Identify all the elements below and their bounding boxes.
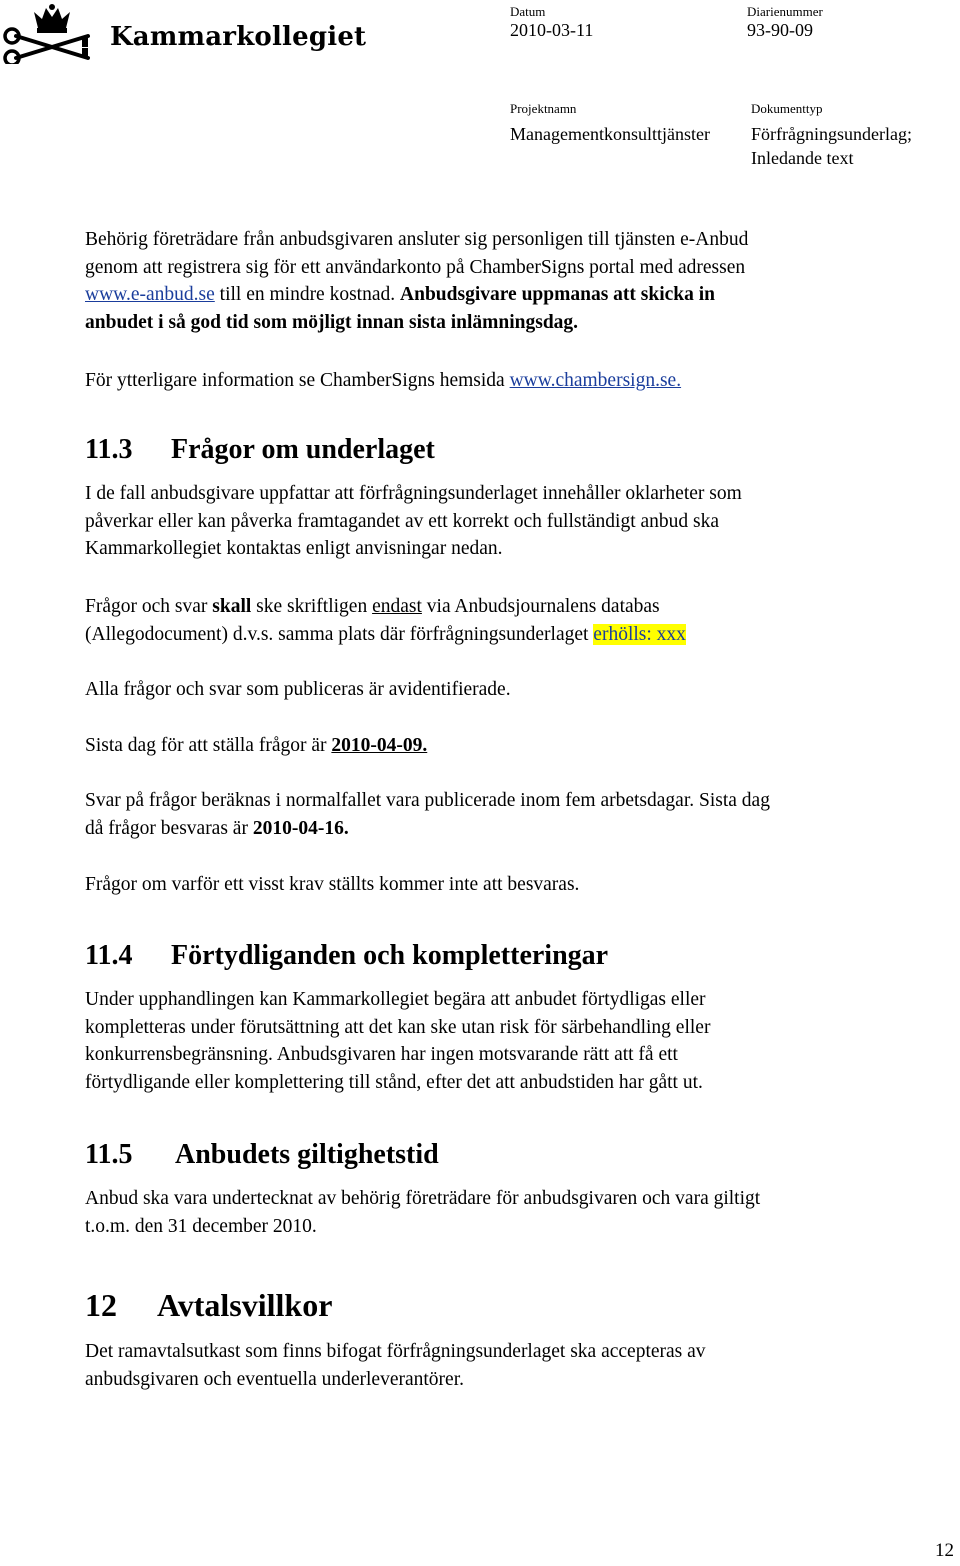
- paragraph: Frågor om varför ett visst krav ställts kommer inte att besvaras.: [85, 874, 580, 895]
- paragraph: [85, 593, 945, 648]
- brand-name: Kammarkollegiet: [110, 22, 367, 52]
- chambersign-link[interactable]: www.chambersign.se.: [509, 370, 682, 391]
- dokumenttyp-value-line1: Förfrågningsunderlag;: [751, 124, 912, 144]
- text-line: Anbud ska vara undertecknat av behörig företrädare för anbudsgivaren och vara giltigt: [85, 1188, 761, 1209]
- text: då frågor besvaras är: [85, 817, 253, 839]
- datum-value: 2010-03-11: [510, 20, 594, 40]
- section-heading-12: [85, 1287, 332, 1324]
- section-title: Frågor om underlaget: [171, 434, 435, 465]
- highlighted-text: erhölls: xxx: [593, 623, 686, 645]
- page-number: 12: [935, 1540, 954, 1561]
- section-heading-11-5: [85, 1139, 439, 1171]
- paragraph: [85, 986, 945, 1096]
- section-heading-11-3: [85, 434, 435, 466]
- answer-date: 2010-04-16.: [252, 817, 349, 839]
- intro-paragraph: [85, 226, 945, 336]
- paragraph: [85, 787, 945, 842]
- info-paragraph: [85, 367, 945, 395]
- dokumenttyp-label: Dokumenttyp: [751, 101, 823, 116]
- paragraph: [85, 1338, 945, 1393]
- text-line: t.o.m. den 31 december 2010.: [85, 1215, 317, 1237]
- text: ske skriftligen: [251, 596, 373, 617]
- text-line: Det ramavtalsutkast som finns bifogat förfrågningsunderlaget ska accepteras av: [85, 1341, 706, 1362]
- text-line: Svar på frågor beräknas i normalfallet vara publicerade inom fem arbetsdagar. Sista dag: [85, 790, 770, 811]
- paragraph: [85, 1185, 945, 1240]
- text-line: I de fall anbudsgivare uppfattar att förfrågningsunderlaget innehåller oklarheter som: [85, 483, 742, 504]
- intro-text: till en mindre kostnad.: [214, 284, 401, 305]
- section-title: Avtalsvillkor: [157, 1287, 333, 1323]
- projektnamn-value: Managementkonsulttjänster: [510, 124, 710, 144]
- e-anbud-link[interactable]: www.e-anbud.se: [85, 284, 215, 305]
- diarienummer-label: Diarienummer: [747, 4, 823, 19]
- text: via Anbudsjournalens databas: [421, 596, 660, 617]
- dokumenttyp-value-line2: Inledande text: [751, 148, 854, 168]
- text-line: anbudsgivaren och eventuella underleverantörer.: [85, 1368, 465, 1390]
- diarienummer-value: 93-90-09: [747, 20, 813, 40]
- projektnamn-label: Projektnamn: [510, 101, 577, 116]
- section-number: 11.4: [85, 940, 133, 971]
- text: (Allegodocument) d.v.s. samma plats där förfrågningsunderlaget: [85, 623, 594, 645]
- text-line: kompletteras under förutsättning att det kan ske utan risk för särbehandling eller: [85, 1016, 711, 1038]
- section-number: 11.3: [85, 434, 133, 465]
- paragraph: [85, 480, 945, 563]
- text-line: Kammarkollegiet kontaktas enligt anvisningar nedan.: [85, 538, 503, 559]
- deadline-date: 2010-04-09.: [331, 735, 428, 756]
- intro-bold-text: anbudet i så god tid som möjligt innan sista inlämningsdag.: [85, 311, 579, 333]
- section-title: Förtydliganden och kompletteringar: [171, 940, 609, 971]
- text-line: påverkar eller kan påverka framtagandet av ett korrekt och fullständigt anbud ska: [85, 510, 720, 532]
- datum-label: Datum: [510, 4, 546, 19]
- text-line: förtydligande eller komplettering till stånd, efter det att anbudstiden har gått ut.: [85, 1071, 703, 1093]
- intro-line: genom att registrera sig för ett användarkonto på ChamberSigns portal med adressen: [85, 256, 746, 278]
- text: Frågor och svar: [85, 596, 213, 617]
- section-heading-11-4: [85, 940, 608, 972]
- info-text: För ytterligare information se ChamberSigns hemsida: [85, 370, 510, 391]
- paragraph: Alla frågor och svar som publiceras är avidentifierade.: [85, 679, 511, 700]
- bold-text: skall: [212, 596, 252, 617]
- text: Sista dag för att ställa frågor är: [85, 735, 332, 756]
- paragraph: [85, 732, 945, 760]
- intro-line: Behörig företrädare från anbudsgivaren ansluter sig personligen till tjänsten e-Anbud: [85, 229, 749, 250]
- section-number: 11.5: [85, 1139, 133, 1170]
- section-title: Anbudets giltighetstid: [175, 1139, 439, 1170]
- section-number: 12: [85, 1287, 117, 1323]
- text-line: Under upphandlingen kan Kammarkollegiet begära att anbudet förtydligas eller: [85, 989, 706, 1010]
- crown-keys-logo: [2, 2, 102, 64]
- underlined-text: endast: [372, 596, 422, 617]
- text-line: konkurrensbegränsning. Anbudsgivaren har ingen motsvarande rätt att få ett: [85, 1044, 678, 1065]
- intro-bold-text: Anbudsgivare uppmanas att skicka in: [400, 284, 716, 305]
